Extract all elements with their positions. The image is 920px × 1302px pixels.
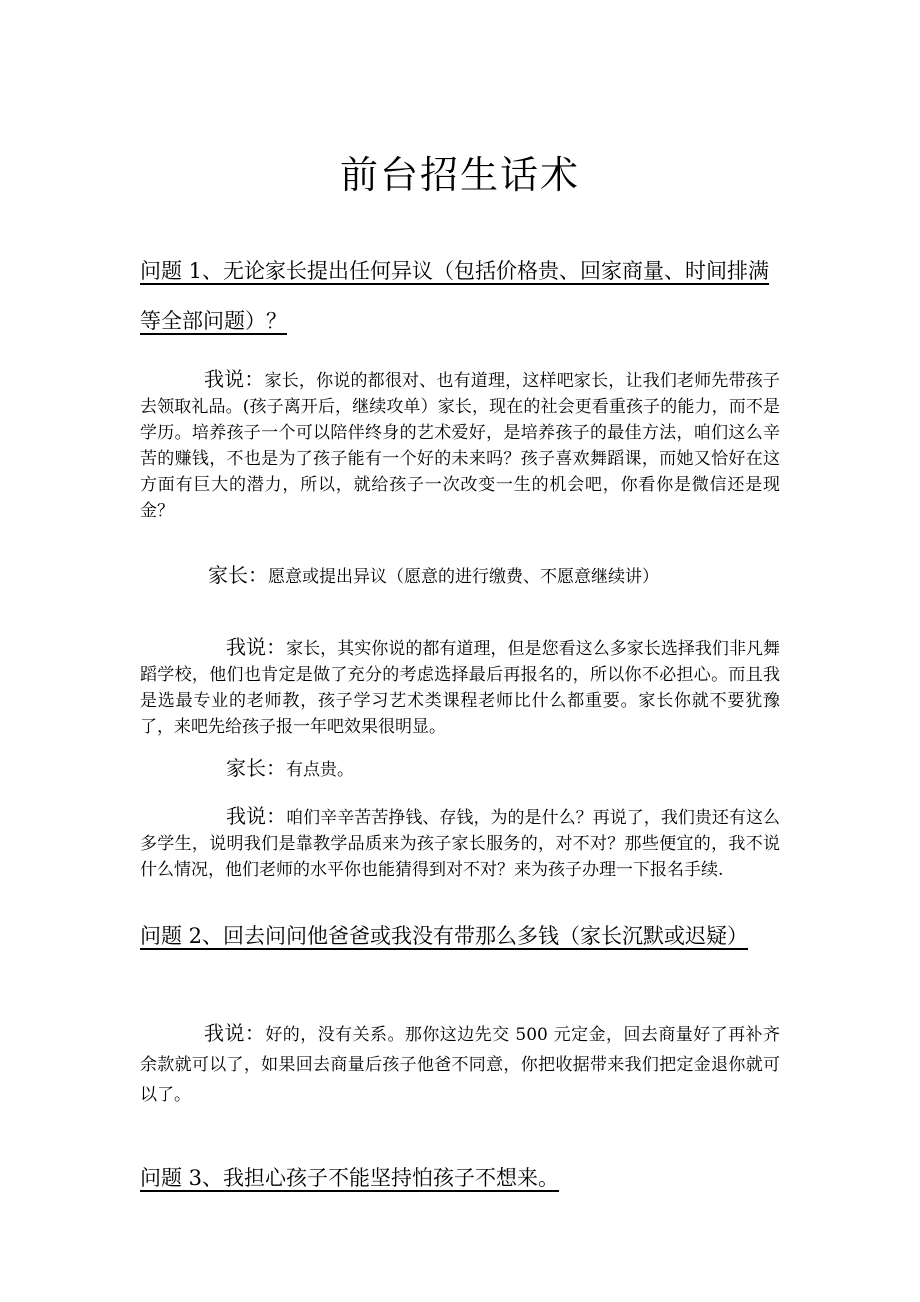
response-text: 愿意或提出异议（愿意的进行缴费、不愿意继续讲） [268,567,659,587]
speaker-label: 我说： [204,367,265,391]
answer-text: 好的，没有关系。那你这边先交 500 元定金，回去商量好了再补齐余款就可以了，如果回去商量后孩子他爸不同意，你把收据带来我们把定金退你就可以了。 [140,1025,781,1105]
answer-text: 咱们辛辛苦苦挣钱、存钱，为的是什么？再说了，我们贵还有这么多学生，说明我们是靠教学品质来为孩子家长服务的，对不对？那些便宜的，我不说什么情况，他们老师的水平你也能猜得到对不对？来为孩子办理一下报名手续. [140,808,781,880]
answer-text: 家长，你说的都很对、也有道理，这样吧家长，让我们老师先带孩子去领取礼品。(孩子离开后，继续攻单）家长，现在的社会更看重孩子的能力，而不是学历。培养孩子一个可以陪伴终身的艺术爱好，是培养孩子的最佳方法，咱们这么辛苦的赚钱，不也是为了孩子能有一个好的未来吗？孩子喜欢舞蹈课，而她又恰好在这方面有巨大的潜力，所以，就给孩子一次改变一生的机会吧，你看你是微信还是现金？ [140,371,780,521]
answer-text: 家长，其实你说的都有道理，但是您看这么多家长选择我们非凡舞蹈学校，他们也肯定是做了充分的考虑选择最后再报名的，所以你不必担心。而且我是选最专业的老师教，孩子学习艺术类课程老师比什么都重要。家长你就不要犹豫了，来吧先给孩子报一年吧效果很明显。 [140,639,781,737]
response-text: 有点贵。 [286,760,354,780]
question-2-heading: 问题 2、回去问问他爸爸或我没有带那么多钱（家长沉默或迟疑） [140,924,749,948]
q2-answer-paragraph-1 [140,1018,780,1110]
speaker-label: 家长： [208,563,268,587]
question-3-heading: 问题 3、我担心孩子不能坚持怕孩子不想来。 [140,1166,560,1190]
speaker-label: 我说： [204,1021,266,1045]
q1-parent-response-1 [208,562,659,590]
q1-answer-paragraph-3 [140,803,780,883]
q1-answer-paragraph-2 [140,634,780,740]
question-1-heading: 问题 1、无论家长提出任何异议（包括价格贵、回家商量、时间排满等全部问题）？ [140,259,770,333]
speaker-label: 我说： [226,804,287,828]
speaker-label: 家长： [226,756,286,780]
q1-answer-paragraph-1 [140,366,780,524]
speaker-label: 我说： [226,635,287,659]
page-title: 前台招生话术 [339,153,580,197]
q1-parent-response-2 [226,755,354,783]
